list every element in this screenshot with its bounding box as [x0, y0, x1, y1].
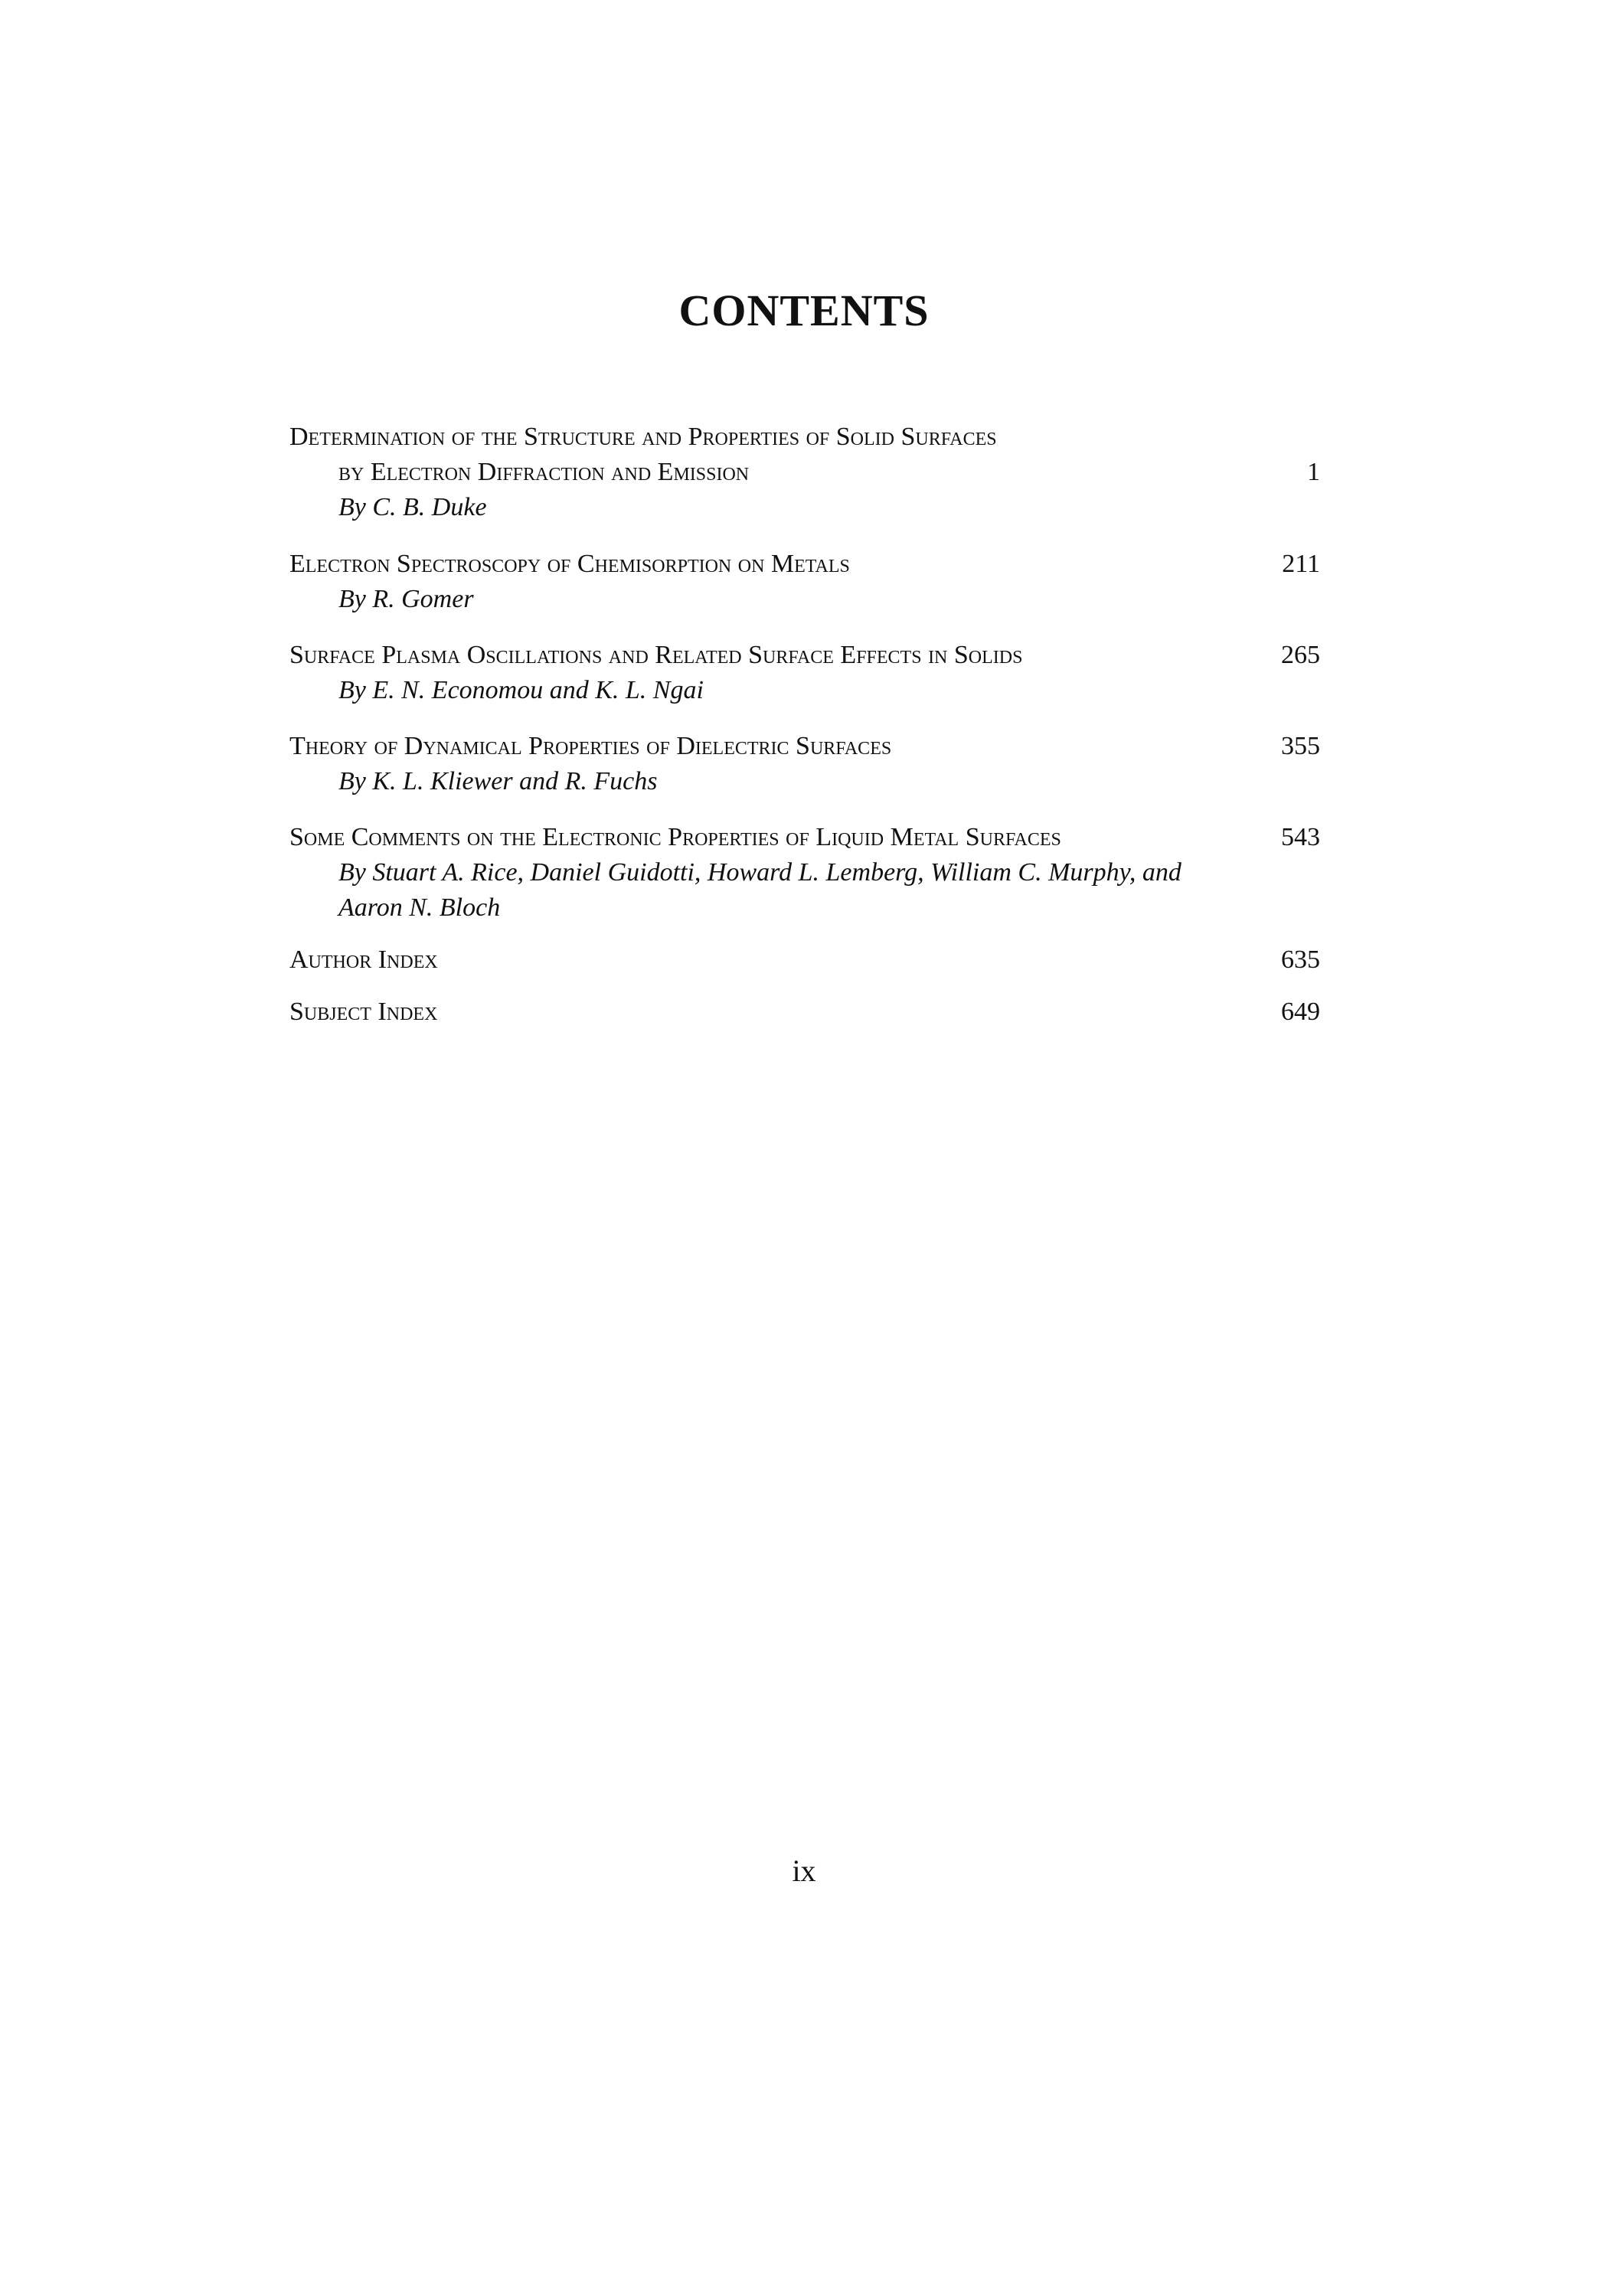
- entry-title-text: by Electron Diffraction and Emission: [338, 458, 750, 486]
- entry-title-text: Some Comments on the Electronic Properties of Liquid Metal Surfaces: [289, 823, 1061, 851]
- entry-page-number: 649: [1281, 998, 1320, 1026]
- entry-title-text: Surface Plasma Oscillations and Related Surface Effects in Solids: [289, 641, 1023, 669]
- toc-entry-author-index: [289, 942, 1320, 978]
- entry-page-number: 265: [1281, 641, 1320, 669]
- entry-title-line: Determination of the Structure and Properties of Solid Surfaces: [289, 423, 997, 451]
- entry-page-number: 355: [1281, 732, 1320, 760]
- entry-title-line: [289, 547, 1320, 582]
- toc-entry-subject-index: [289, 994, 1320, 1030]
- toc-entry: [289, 729, 1320, 799]
- entry-title-text: Theory of Dynamical Properties of Dielectric Surfaces: [289, 732, 892, 760]
- entry-page-number: 543: [1281, 823, 1320, 851]
- entry-title-line: [289, 820, 1320, 855]
- entry-title-line: [289, 942, 1320, 978]
- entry-title-text: Subject Index: [289, 998, 438, 1026]
- page-title: CONTENTS: [678, 286, 930, 335]
- entry-title-line: [289, 638, 1320, 673]
- entry-authors: By Stuart A. Rice, Daniel Guidotti, Howard L. Lemberg, William C. Murphy, and Aaron N. Bloch: [338, 858, 1181, 922]
- toc-entry: [289, 420, 1320, 525]
- toc-entry: [289, 820, 1320, 926]
- entry-authors: By K. L. Kliewer and R. Fuchs: [338, 767, 658, 795]
- entry-title-text: Author Index: [289, 946, 438, 974]
- page-folio: ix: [792, 1853, 816, 1888]
- entry-title-text: Electron Spectroscopy of Chemisorption on Metals: [289, 550, 850, 578]
- entry-page-number: 635: [1281, 946, 1320, 974]
- entry-title-line: [289, 729, 1320, 764]
- entry-authors: By C. B. Duke: [338, 493, 487, 521]
- entry-title-line: [289, 455, 1320, 490]
- table-of-contents: [289, 420, 1320, 1030]
- entry-authors: By R. Gomer: [338, 585, 474, 613]
- entry-authors: By E. N. Economou and K. L. Ngai: [338, 676, 704, 704]
- toc-entry: [289, 547, 1320, 617]
- entry-page-number: 211: [1282, 550, 1320, 578]
- entry-page-number: 1: [1307, 458, 1320, 486]
- toc-entry: [289, 638, 1320, 708]
- entry-title-line: [289, 994, 1320, 1030]
